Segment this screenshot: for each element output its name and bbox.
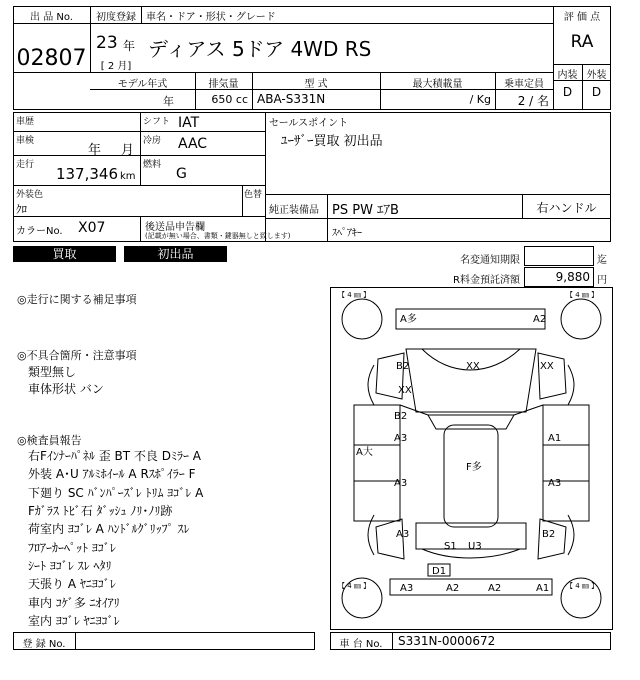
ac-value: AAC	[178, 136, 208, 152]
mark-front-bumper-right: A2	[533, 314, 547, 325]
recycle-value: 9,880	[524, 267, 594, 287]
tire-label-rl: 【 4 ㎜ 】	[338, 582, 371, 590]
mark-front-bumper: A多	[400, 314, 417, 325]
genuine-label: 純正装備品	[269, 205, 319, 216]
mileage-unit: km	[120, 171, 136, 182]
inspector-line: 車内 ｺｹﾞ多 ﾆｵｲｱﾘ	[28, 596, 120, 610]
inspector-heading: ◎検査員報告	[17, 434, 82, 447]
inspector-line: 荷室内 ﾖｺﾞﾚ A ﾊﾝﾄﾞﾙｸﾞﾘｯﾌﾟ ｽﾚ	[28, 522, 190, 536]
fuel-label: 燃料	[143, 160, 162, 170]
docs-note: (記載が無い場合、書類・鍵器無しと致します)	[145, 232, 291, 240]
model-year-label: モデル年式	[117, 79, 168, 90]
mark-left-rear-door: A3	[394, 478, 408, 489]
mark-tailgate-u3: U3	[468, 541, 482, 552]
shift-label: シフト	[143, 117, 171, 127]
mark-left-rear-fender: A3	[396, 529, 410, 540]
shaken-label: 車検	[16, 136, 35, 146]
car-name: ディアス 5ドア 4WD RS	[148, 37, 372, 61]
name-change-label: 名変通知期限	[460, 255, 520, 266]
mark-rear-bumper-mid2: A2	[488, 583, 502, 594]
chassis-no: S331N-0000672	[398, 634, 496, 648]
mark-rear-bumper-mid: A2	[446, 583, 460, 594]
score-label: 評 価 点	[563, 12, 601, 23]
inspector-line: Fｶﾞﾗｽ ﾄﾋﾞ石 ﾀﾞｯｼｭ ﾉﾘ･ﾉﾘ跡	[28, 504, 173, 518]
chassis-label: 車 台 No.	[339, 639, 383, 650]
capacity-value: 2 / 名	[517, 94, 549, 108]
first-reg-month: [ 2 月]	[100, 61, 132, 72]
mark-left-front-door-a3: A3	[394, 433, 408, 444]
mark-right-rear-fender: B2	[542, 529, 556, 540]
fuel-value: G	[176, 166, 187, 182]
ext-color-label: 外装色	[16, 190, 44, 200]
name-change-unit: 迄	[597, 255, 607, 266]
mark-right-rear-door: A3	[548, 478, 562, 489]
recycle-unit: 円	[597, 275, 607, 286]
inspector-line: ﾌﾛｱｰｶｰﾍﾟｯﾄ ﾖｺﾞﾚ	[28, 541, 116, 555]
car-name-label: 車名・ドア・形状・グレード	[146, 12, 276, 23]
type-label: 型 式	[304, 79, 328, 90]
tire-label-rr: 【 4 ㎜ 】	[566, 582, 599, 590]
mark-right-fender: XX	[540, 361, 554, 372]
defect-line: 車体形状 バン	[28, 382, 104, 396]
badge-kaitori: 買取	[13, 246, 116, 262]
color-no-label: カラーNo.	[16, 226, 63, 237]
max-load-label: 最大積載量	[412, 79, 463, 90]
shaken-year-unit: 年	[88, 143, 102, 158]
mark-hood: XX	[466, 361, 480, 372]
interior-grade: D	[562, 85, 573, 99]
mileage-label: 走行	[16, 160, 35, 170]
lot-no-label: 出 品 No.	[30, 12, 73, 23]
equipment-value: PS PW ｴｱB	[332, 203, 399, 218]
inspector-line: 外装 A･U ｱﾙﾐﾎｲｰﾙ A Rｽﾎﾟｲﾗｰ F	[28, 467, 196, 481]
shift-value: IAT	[178, 115, 200, 131]
car-condition-diagram	[330, 287, 613, 630]
name-change-box	[524, 246, 594, 266]
first-reg-year-unit: 年	[123, 39, 136, 53]
score-value: RA	[570, 32, 594, 52]
ac-label: 冷房	[143, 136, 162, 146]
mark-left-fender: B2	[396, 361, 410, 372]
inspector-line: 室内 ﾖｺﾞﾚ ﾔﾆﾖｺﾞﾚ	[28, 614, 120, 628]
mark-rear-bumper-left: A3	[400, 583, 414, 594]
mark-rear-lamp: D1	[432, 566, 447, 577]
capacity-label: 乗車定員	[504, 79, 544, 90]
displacement-value: 650 cc	[211, 93, 248, 106]
shaken-month-unit: 月	[121, 143, 135, 158]
docs-label: 後送品申告欄	[145, 222, 205, 233]
defect-heading: ◎不具合箇所・注意事項	[17, 349, 137, 362]
defect-line: 類型無し	[28, 365, 77, 379]
mark-right-front-door: A1	[548, 433, 562, 444]
tire-label-fr: 【 4 ㎜ 】	[566, 291, 599, 299]
badge-first-listing: 初出品	[124, 246, 227, 262]
docs-value: ｽﾍﾟｱｷｰ	[332, 228, 362, 239]
running-heading: ◎走行に関する補足事項	[17, 293, 137, 306]
recycle-label: R料金預託済額	[453, 275, 520, 286]
type-value: ABA-S331N	[257, 92, 326, 106]
mileage-value: 137,346	[55, 165, 118, 183]
first-reg-year: 23	[96, 33, 118, 53]
recolor-label: 色替	[244, 190, 263, 200]
history-label: 車歴	[16, 117, 35, 127]
interior-label: 内装	[557, 70, 578, 81]
tire-front-right	[561, 299, 601, 339]
sales-point-label: セールスポイント	[269, 118, 349, 129]
model-year-unit: 年	[163, 95, 174, 108]
mark-left-front-door: B2	[394, 411, 408, 422]
sales-point: ﾕｰｻﾞｰ買取 初出品	[281, 134, 383, 149]
inspector-line: 右Fｲﾝﾅｰﾊﾟﾈﾙ 歪 BT 不良 Dﾐﾗｰ A	[28, 449, 201, 463]
mark-left-side-large: A大	[356, 447, 373, 458]
steering-value: 右ハンドル	[536, 201, 597, 215]
mark-roof: F多	[466, 462, 482, 473]
inspector-line: ｼｰﾄ ﾖｺﾞﾚ ｽﾚ ﾍﾀﾘ	[28, 559, 112, 573]
reg-no-label: 登 録 No.	[22, 639, 66, 650]
mark-rear-bumper-right: A1	[536, 583, 550, 594]
displacement-label: 排気量	[208, 79, 239, 90]
mark-tailgate-s1: S1	[444, 541, 457, 552]
inspector-line: 下廻り SC ﾊﾞﾝﾊﾟｰｽﾞﾚ ﾄﾘﾑ ﾖｺﾞﾚ A	[28, 486, 204, 500]
tire-front-left	[342, 299, 382, 339]
tire-label-fl: 【 4 ㎜ 】	[338, 291, 371, 299]
exterior-label: 外装	[586, 70, 607, 81]
inspector-line: 天張り A ﾔﾆﾖｺﾞﾚ	[28, 577, 116, 591]
lot-no: 02807	[16, 46, 87, 71]
mark-left-fender-xx: XX	[398, 385, 412, 396]
color-no-value: X07	[78, 220, 106, 236]
exterior-grade: D	[591, 85, 602, 99]
max-load-value: / Kg	[469, 93, 491, 106]
first-reg-label: 初度登録	[96, 12, 136, 23]
ext-color-value: ｸﾛ	[16, 203, 27, 216]
